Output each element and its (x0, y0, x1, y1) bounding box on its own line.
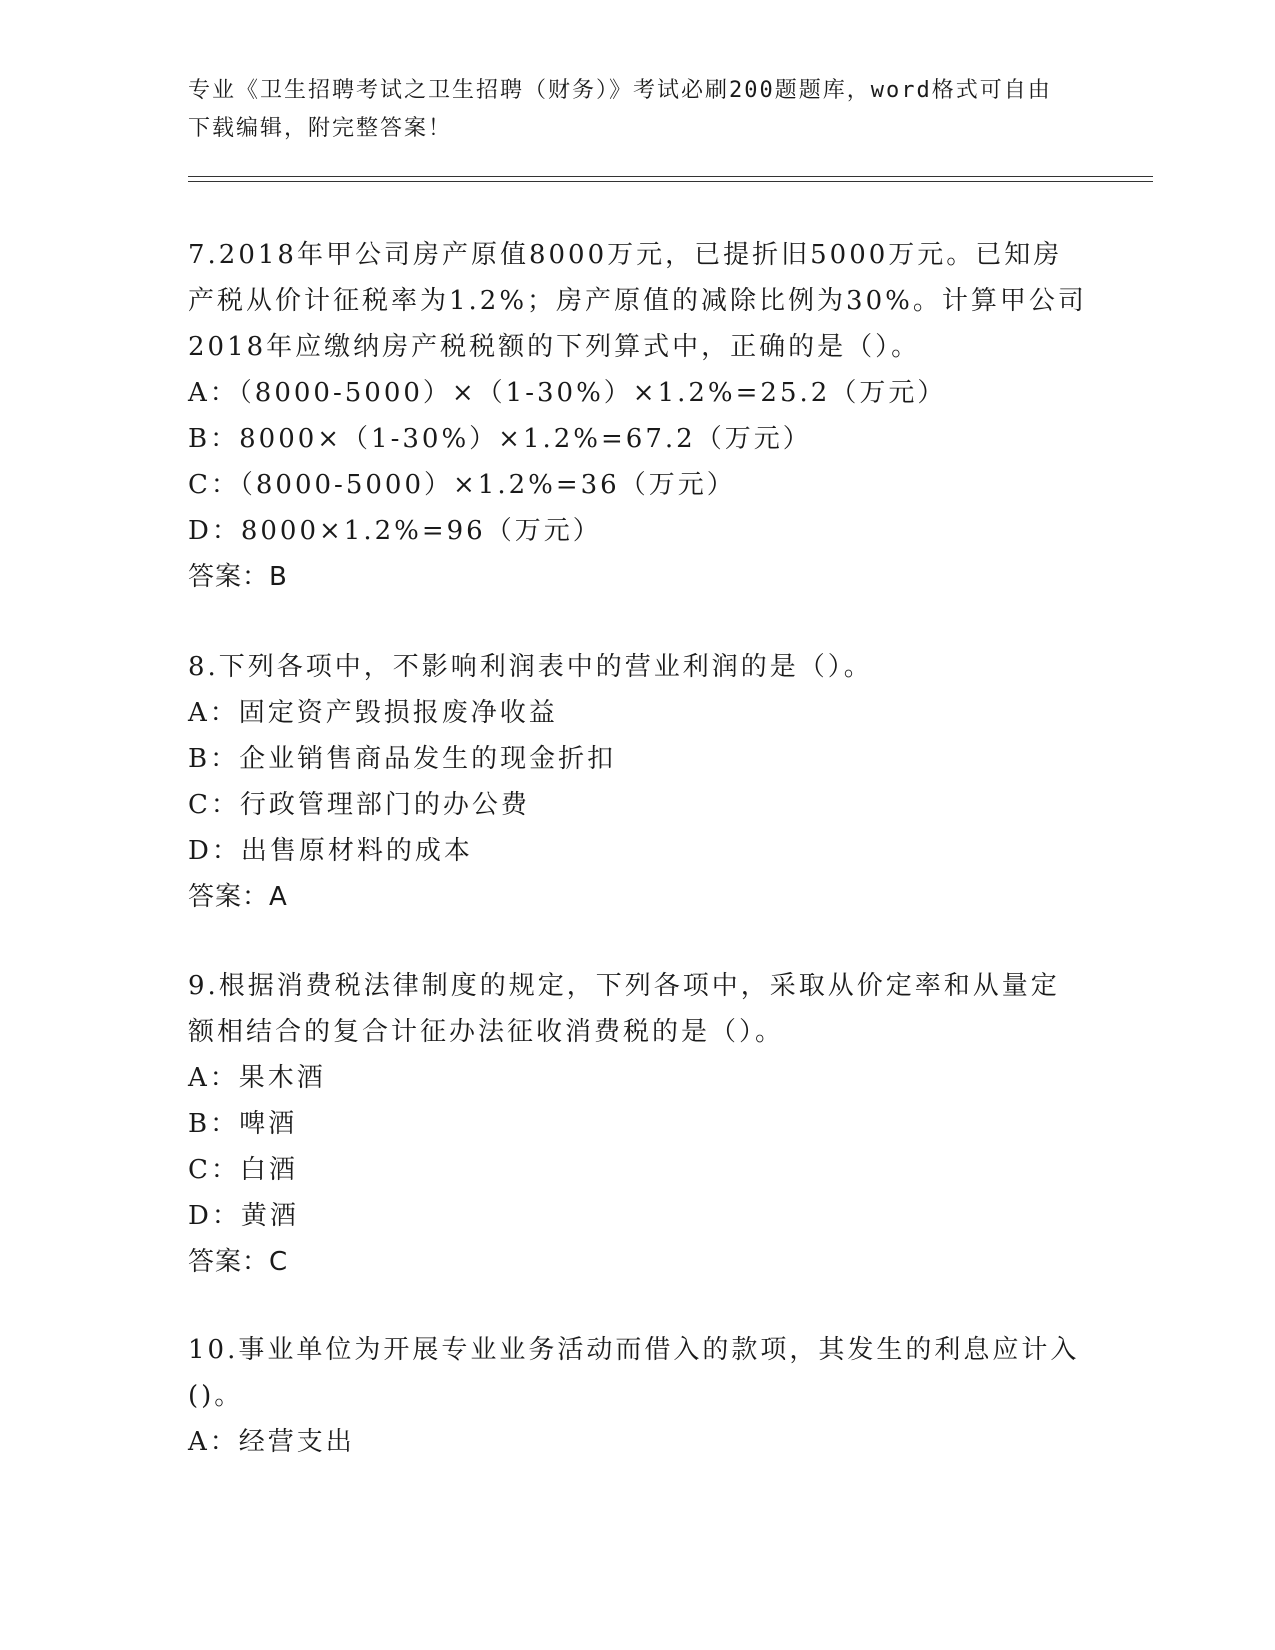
option-a: A：固定资产毁损报废净收益 (188, 698, 558, 728)
question-10 (188, 1327, 1088, 1465)
option-d: D：8000×1.2%=96（万元） (188, 516, 602, 546)
answer: 答案：A (188, 882, 288, 912)
question-stem: 9.根据消费税法律制度的规定，下列各项中，采取从价定率和从量定额相结合的复合计征办法征收消费税的是（）。 (188, 971, 1060, 1047)
option-b: B：8000×（1-30%）×1.2%=67.2（万元） (188, 424, 812, 454)
question-9 (188, 963, 1088, 1285)
question-7 (188, 232, 1088, 600)
option-c: C：行政管理部门的办公费 (188, 790, 530, 820)
document-header: 专业《卫生招聘考试之卫生招聘（财务）》考试必刷200题题库，word格式可自由下载编辑，附完整答案！ (188, 78, 1052, 141)
header-divider-top (188, 176, 1153, 177)
question-stem: 7.2018年甲公司房产原值8000万元，已提折旧5000万元。已知房产税从价计征税率为1.2%；房产原值的减除比例为30%。计算甲公司2018年应缴纳房产税税额的下列算式中，正确的是（）。 (188, 240, 1087, 362)
option-a: A：果木酒 (188, 1063, 326, 1093)
option-a: A：经营支出 (188, 1427, 355, 1457)
option-c: C：白酒 (188, 1155, 298, 1185)
question-stem: 10.事业单位为开展专业业务活动而借入的款项，其发生的利息应计入()。 (188, 1335, 1080, 1411)
option-b: B：啤酒 (188, 1109, 298, 1139)
option-d: D：出售原材料的成本 (188, 836, 473, 866)
answer: 答案：C (188, 1247, 289, 1277)
question-8 (188, 644, 1088, 920)
question-stem: 8.下列各项中，不影响利润表中的营业利润的是（）。 (188, 652, 873, 682)
option-d: D：黄酒 (188, 1201, 299, 1231)
option-a: A：（8000-5000）×（1-30%）×1.2%=25.2（万元） (188, 378, 947, 408)
header-divider-bottom (188, 181, 1153, 182)
option-c: C：（8000-5000）×1.2%=36（万元） (188, 470, 736, 500)
answer: 答案：B (188, 562, 288, 592)
option-b: B：企业销售商品发生的现金折扣 (188, 744, 617, 774)
